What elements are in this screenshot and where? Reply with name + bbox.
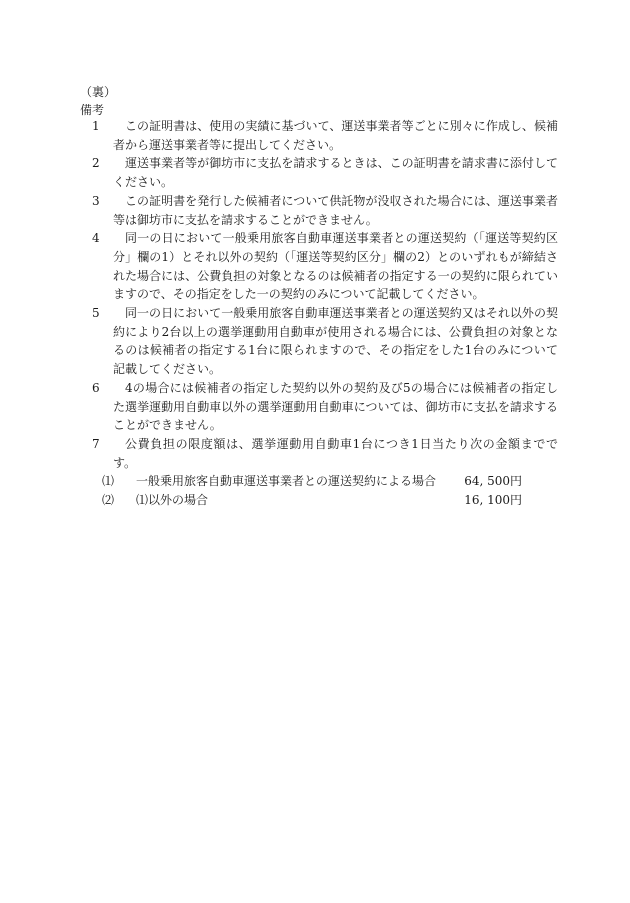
limit-amount-row bbox=[102, 491, 522, 510]
limit-item-amount: 16, 100円 bbox=[464, 493, 522, 508]
remark-number: 6 bbox=[92, 380, 100, 395]
limit-amount-list bbox=[102, 472, 522, 509]
remark-item bbox=[80, 304, 560, 379]
remark-item bbox=[80, 154, 560, 191]
remark-item bbox=[80, 229, 560, 304]
remark-item bbox=[80, 435, 560, 472]
remark-number: 7 bbox=[92, 436, 100, 451]
back-side-label: （裏） bbox=[80, 85, 117, 99]
remarks-heading: 備考 bbox=[80, 103, 105, 117]
remark-number: 3 bbox=[92, 193, 100, 208]
remark-text: この証明書を発行した候補者について供託物が没収された場合には、運送事業者等は御坊市に支払を請求することができません。 bbox=[113, 193, 558, 227]
limit-item-amount: 64, 500円 bbox=[464, 474, 522, 489]
remark-number: 1 bbox=[92, 119, 100, 133]
limit-item-label: 一般乗用旅客自動車運送事業者との運送契約による場合 bbox=[136, 474, 437, 489]
remark-text: 運送事業者等が御坊市に支払を請求するときは、この証明書を請求書に添付してください。 bbox=[113, 156, 558, 190]
remark-text: 同一の日において一般乗用旅客自動車運送事業者との運送契約（「運送等契約区分」欄の1）とそれ以外の契約（「運送等契約区分」欄の2）とのいずれもが締結された場合には、公費負担の対象となるのは候補者の指定する一の契約に限られていますので、その指定をした一の契約のみについて記載してください。 bbox=[113, 231, 558, 302]
remark-number: 4 bbox=[92, 231, 100, 246]
limit-item-number: ⑵ bbox=[102, 493, 115, 508]
remark-text: 同一の日において一般乗用旅客自動車運送事業者との運送契約又はそれ以外の契約により2台以上の選挙運動用自動車が使用される場合には、公費負担の対象となるのは候補者の指定する1台に限られますので、その指定をした1台のみについて記載してください。 bbox=[113, 306, 558, 377]
limit-item-label: ⑴以外の場合 bbox=[136, 493, 209, 508]
remark-item bbox=[80, 379, 560, 435]
remark-text: 4の場合には候補者の指定した契約以外の契約及び5の場合には候補者の指定した選挙運動用自動車以外の選挙運動用自動車については、御坊市に支払を請求することができません。 bbox=[113, 380, 558, 433]
remark-number: 2 bbox=[92, 156, 100, 171]
remark-item bbox=[80, 192, 560, 229]
remark-item bbox=[80, 117, 560, 154]
limit-item-number: ⑴ bbox=[102, 474, 115, 489]
remark-number: 5 bbox=[92, 306, 100, 321]
remark-text: この証明書は、使用の実績に基づいて、運送事業者等ごとに別々に作成し、候補者から運送事業者等に提出してください。 bbox=[113, 119, 558, 152]
remarks-list bbox=[80, 117, 560, 510]
remark-text: 公費負担の限度額は、選挙運動用自動車1台につき1日当たり次の金額までです。 bbox=[113, 436, 558, 470]
limit-amount-row bbox=[102, 472, 522, 491]
